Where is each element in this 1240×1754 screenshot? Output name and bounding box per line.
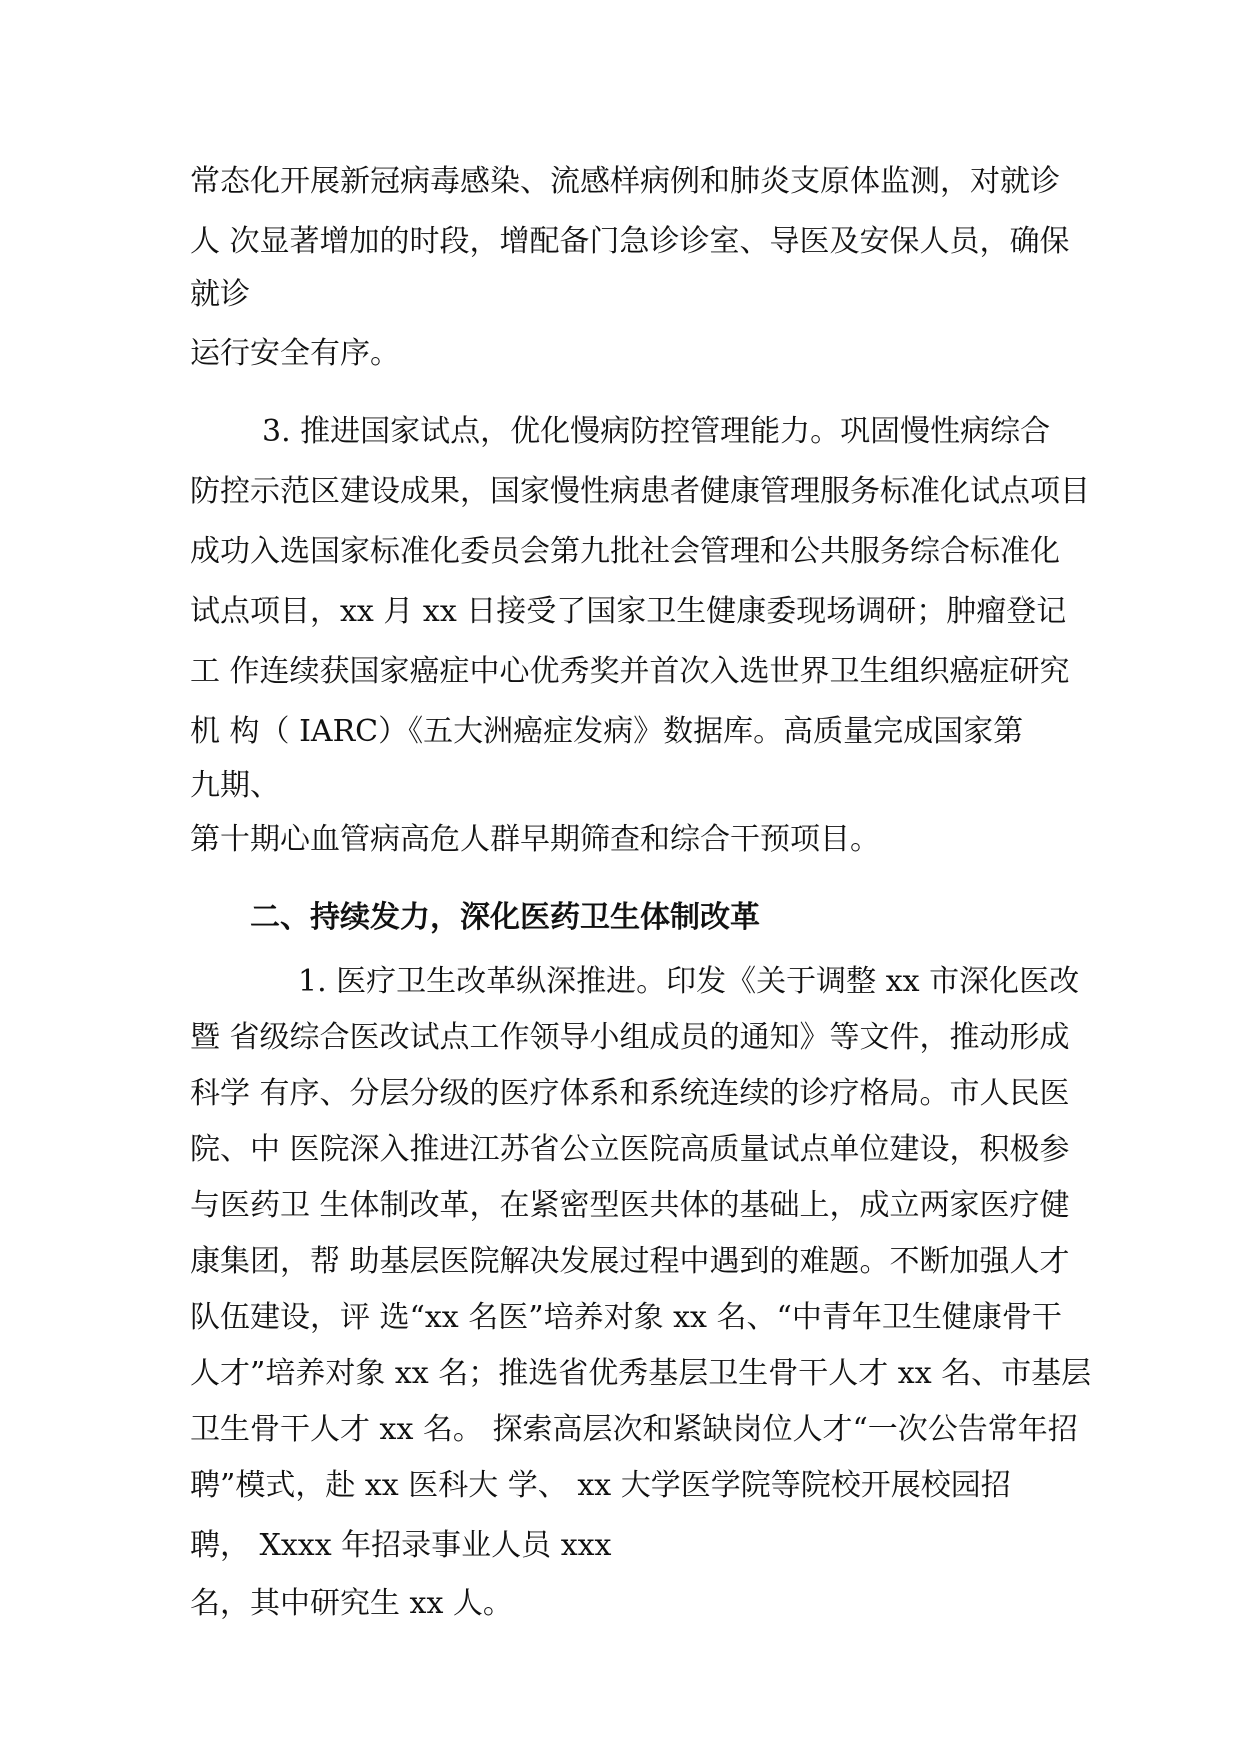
- body-line: 九期、: [190, 768, 280, 803]
- body-line: 机 构（ IARC）《五大洲癌症发病》数据库。高质量完成国家第: [190, 714, 1024, 749]
- body-line: 院、中 医院深入推进江苏省公立医院高质量试点单位建设，积极参: [190, 1132, 1070, 1167]
- body-line: 人才”培养对象 xx 名；推选省优秀基层卫生骨干人才 xx 名、市基层: [190, 1356, 1092, 1391]
- body-line: 卫生骨干人才 xx 名。 探索高层次和紧缺岗位人才“一次公告常年招: [190, 1412, 1078, 1447]
- body-line: 成功入选国家标准化委员会第九批社会管理和公共服务综合标准化: [190, 534, 1060, 569]
- body-line: 暨 省级综合医改试点工作领导小组成员的通知》等文件，推动形成: [190, 1020, 1070, 1055]
- body-line: 队伍建设，评 选“xx 名医”培养对象 xx 名、“中青年卫生健康骨干: [190, 1300, 1062, 1335]
- body-line: 第十期心血管病高危人群早期筛查和综合干预项目。: [190, 822, 880, 857]
- body-line: 常态化开展新冠病毒感染、流感样病例和肺炎支原体监测，对就诊: [190, 164, 1060, 199]
- paragraph-first-line: 3. 推进国家试点，优化慢病防控管理能力。巩固慢性病综合: [262, 414, 1051, 449]
- body-line: 聘”模式，赴 xx 医科大 学、 xx 大学医学院等院校开展校园招: [190, 1468, 1011, 1503]
- body-line: 与医药卫 生体制改革，在紧密型医共体的基础上，成立两家医疗健: [190, 1188, 1070, 1223]
- body-line: 科学 有序、分层分级的医疗体系和系统连续的诊疗格局。市人民医: [190, 1076, 1070, 1111]
- body-line: 运行安全有序。: [190, 336, 400, 371]
- body-line: 名，其中研究生 xx 人。: [190, 1586, 513, 1621]
- body-line: 防控示范区建设成果，国家慢性病患者健康管理服务标准化试点项目: [190, 474, 1090, 509]
- body-line: 试点项目，xx 月 xx 日接受了国家卫生健康委现场调研；肿瘤登记: [190, 594, 1067, 629]
- body-line: 工 作连续获国家癌症中心优秀奖并首次入选世界卫生组织癌症研究: [190, 654, 1070, 689]
- body-line: 就诊: [190, 277, 250, 312]
- section-heading: 二、持续发力，深化医药卫生体制改革: [250, 900, 760, 935]
- body-line: 人 次显著增加的时段，增配备门急诊诊室、导医及安保人员，确保: [190, 224, 1070, 259]
- paragraph-first-line: 1. 医疗卫生改革纵深推进。印发《关于调整 xx 市深化医改: [298, 964, 1080, 999]
- body-line: 聘， Xxxx 年招录事业人员 xxx: [190, 1528, 612, 1563]
- body-line: 康集团，帮 助基层医院解决发展过程中遇到的难题。不断加强人才: [190, 1244, 1070, 1279]
